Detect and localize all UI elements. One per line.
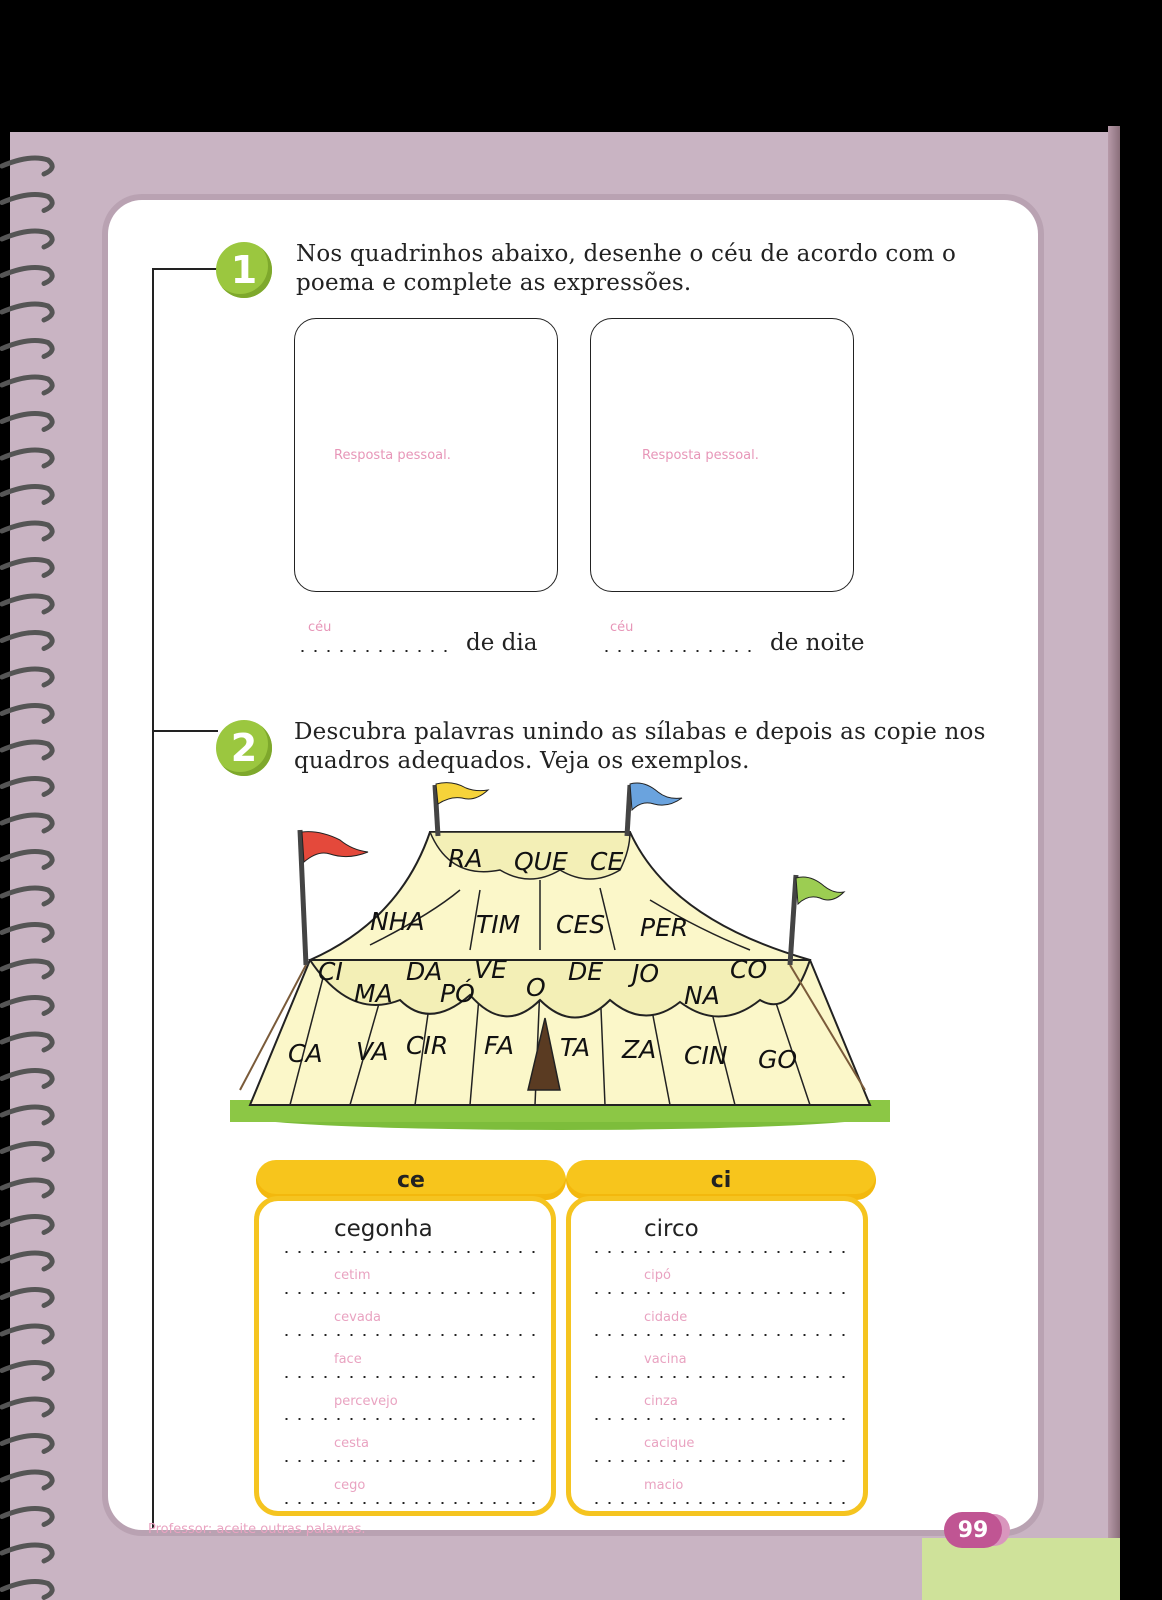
spiral-ring [2, 158, 52, 174]
write-line[interactable] [590, 1292, 850, 1294]
answer-word: cacique [644, 1436, 695, 1451]
tab-ci-header: ci [566, 1160, 876, 1200]
write-line[interactable] [590, 1418, 850, 1420]
answer-word: cevada [334, 1310, 382, 1325]
answer-word: face [334, 1352, 362, 1367]
spiral-ring [2, 1545, 52, 1561]
exercise-1-instruction [296, 240, 996, 298]
fill-line[interactable] [600, 650, 760, 652]
tent-syllable: VE [474, 955, 507, 984]
bracket-line-2 [152, 730, 218, 732]
tent-syllable: FA [484, 1031, 515, 1060]
spiral-ring [2, 1326, 52, 1342]
tent-syllable: QUE [514, 847, 568, 876]
spiral-ring [2, 925, 52, 941]
answer-personal: Resposta pessoal. [334, 448, 451, 463]
spiral-ring [2, 231, 52, 247]
write-line[interactable] [590, 1502, 850, 1504]
spiral-ring [2, 1582, 52, 1598]
bracket-line-1 [152, 268, 218, 270]
write-line[interactable] [280, 1502, 540, 1504]
answer-personal: Resposta pessoal. [642, 448, 759, 463]
write-line[interactable] [280, 1418, 540, 1420]
tent-syllable: NHA [370, 907, 425, 936]
write-line[interactable] [280, 1334, 540, 1336]
spiral-ring [2, 1034, 52, 1050]
spiral-ring [2, 633, 52, 649]
tent-syllable: DE [568, 957, 604, 986]
tab-ce-header: ce [256, 1160, 566, 1200]
answer-word: vacina [644, 1352, 687, 1367]
tent-syllable: DA [406, 957, 443, 986]
spiral-ring [2, 706, 52, 722]
spiral-ring [2, 268, 52, 284]
example-word: circo [644, 1216, 699, 1242]
write-line[interactable] [590, 1376, 850, 1378]
spiral-ring [2, 852, 52, 868]
page-corner-decoration [922, 1538, 1120, 1600]
spiral-ring [2, 815, 52, 831]
spiral-ring [2, 1253, 52, 1269]
tent-syllable: RA [448, 844, 483, 873]
write-line[interactable] [280, 1292, 540, 1294]
spiral-ring [2, 779, 52, 795]
spiral-ring [2, 669, 52, 685]
answer-ceu: céu [308, 620, 332, 635]
spiral-ring [2, 998, 52, 1014]
write-line[interactable] [280, 1376, 540, 1378]
spiral-ring [2, 341, 52, 357]
answer-word: cidade [644, 1310, 688, 1325]
tent-syllable: O [526, 973, 546, 1002]
write-line[interactable] [280, 1460, 540, 1462]
tent-syllable: TIM [476, 910, 521, 939]
tent-syllable: CIN [684, 1041, 728, 1070]
spiral-ring [2, 450, 52, 466]
tent-syllable: CI [318, 957, 343, 986]
spiral-ring [2, 1107, 52, 1123]
expression-day: de dia [466, 630, 538, 656]
word-box-ci [566, 1196, 868, 1516]
spiral-ring [2, 1363, 52, 1379]
spiral-ring [2, 961, 52, 977]
tent-syllable: CO [730, 955, 768, 984]
spiral-ring [2, 1071, 52, 1087]
spiral-ring [2, 1436, 52, 1452]
tent-syllable: GO [758, 1045, 798, 1074]
spiral-ring [2, 1217, 52, 1233]
answer-word: percevejo [334, 1394, 398, 1409]
answer-word: cetim [334, 1268, 371, 1283]
spiral-ring [2, 414, 52, 430]
answer-word: cinza [644, 1394, 678, 1409]
exercise-2-badge: 2 [216, 720, 272, 776]
answer-word: cego [334, 1478, 366, 1493]
write-line[interactable] [280, 1251, 540, 1253]
instruction-line: quadros adequados. Veja os exemplos. [294, 748, 750, 774]
tent-syllable: CIR [406, 1031, 449, 1060]
spiral-ring [2, 560, 52, 576]
tent-syllable: VA [356, 1037, 389, 1066]
tent-syllable: CE [590, 847, 624, 876]
example-word: cegonha [334, 1216, 433, 1242]
tent-syllable: PER [640, 913, 689, 942]
tent-syllable: JO [632, 959, 660, 988]
expression-night: de noite [770, 630, 865, 656]
exercise-2-instruction [294, 718, 994, 776]
tent-syllable: CES [556, 910, 606, 939]
page-number: 99 [944, 1512, 1002, 1548]
spiral-ring [2, 742, 52, 758]
write-line[interactable] [590, 1460, 850, 1462]
spiral-binding [0, 140, 70, 1600]
spiral-ring [2, 195, 52, 211]
spiral-ring [2, 1399, 52, 1415]
tent-syllable: CA [288, 1039, 323, 1068]
tent-syllable: TA [560, 1033, 591, 1062]
answer-word: cesta [334, 1436, 369, 1451]
instruction-line: Descubra palavras unindo as sílabas e depois as copie nos [294, 719, 986, 745]
spiral-ring [2, 596, 52, 612]
write-line[interactable] [590, 1251, 850, 1253]
teacher-note: Professor: aceite outras palavras. [148, 1522, 366, 1537]
answer-word: cipó [644, 1268, 671, 1283]
page-edge [1108, 126, 1120, 1600]
spiral-ring [2, 1144, 52, 1160]
tent-syllable: NA [684, 981, 720, 1010]
spiral-ring [2, 1509, 52, 1525]
spiral-ring [2, 1290, 52, 1306]
bracket-vertical-line [152, 268, 154, 1528]
spiral-ring [2, 377, 52, 393]
answer-ceu: céu [610, 620, 634, 635]
spiral-ring [2, 1472, 52, 1488]
write-line[interactable] [590, 1334, 850, 1336]
tent-syllable: PÓ [440, 979, 475, 1008]
spiral-ring [2, 523, 52, 539]
spiral-ring [2, 304, 52, 320]
instruction-line: Nos quadrinhos abaixo, desenhe o céu de acordo com o [296, 241, 957, 267]
exercise-1-badge: 1 [216, 242, 272, 298]
spiral-ring [2, 487, 52, 503]
instruction-line: poema e complete as expressões. [296, 270, 692, 296]
word-box-ce [254, 1196, 556, 1516]
spiral-ring [2, 1180, 52, 1196]
tent-syllable: ZA [622, 1035, 657, 1064]
spiral-ring [2, 888, 52, 904]
answer-word: macio [644, 1478, 684, 1493]
tent-syllable: MA [354, 979, 393, 1008]
circus-tent-illustration [230, 770, 890, 1130]
fill-line[interactable] [296, 650, 456, 652]
